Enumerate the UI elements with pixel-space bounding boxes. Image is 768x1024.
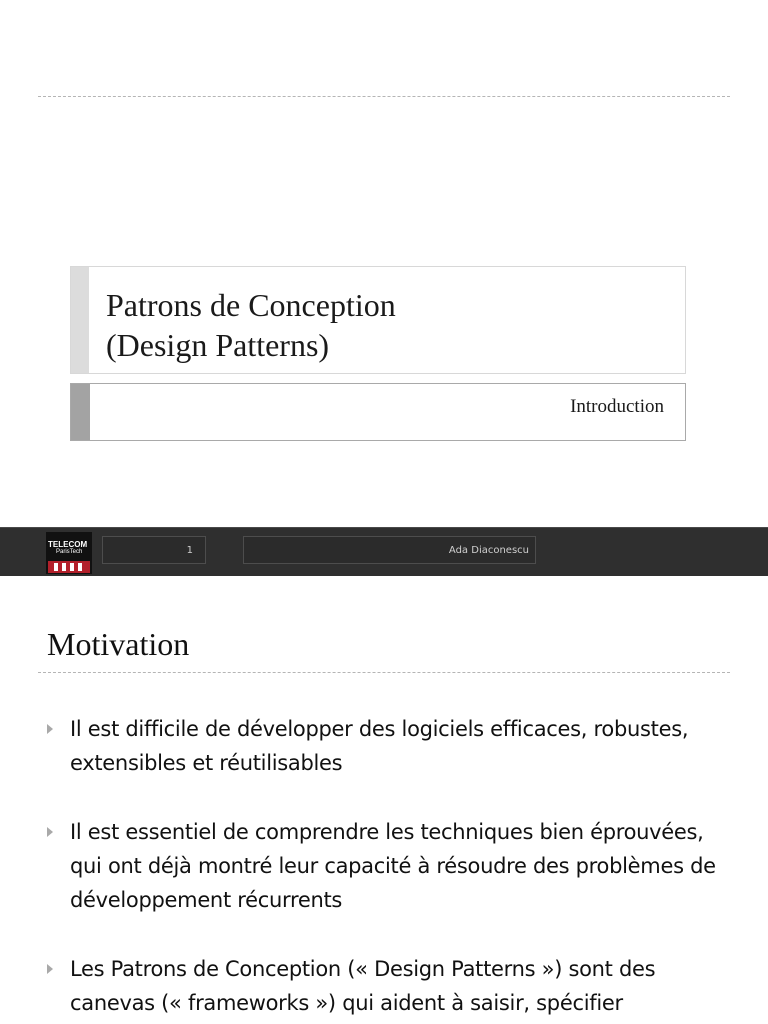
title-box [70,266,686,374]
telecom-paristech-logo [46,532,92,574]
subtitle-box [70,383,686,441]
slide-subtitle: Introduction [570,396,664,417]
bullet-arrow-icon [47,827,53,837]
bullet-item [47,952,737,1020]
bullet-list [47,712,737,1024]
logo-text-paristech: ParisTech [56,549,83,555]
slide-title-line1: Patrons de Conception [106,287,396,323]
bullet-arrow-icon [47,724,53,734]
content-slide-title: Motivation [47,626,190,662]
content-slide [0,576,768,1024]
title-divider [38,672,730,673]
logo-emblem [48,561,90,573]
slide-title-line2: (Design Patterns) [106,327,330,363]
bullet-item [47,815,737,917]
bullet-item [47,712,737,780]
slide-footer [0,527,768,576]
slide-title [106,285,396,365]
bullet-text: Les Patrons de Conception (« Design Patterns ») sont des canevas (« frameworks ») qui aident à saisir, spécifier [70,957,656,1015]
subtitle-accent-bar [71,384,90,440]
bullet-arrow-icon [47,964,53,974]
footer-page-number: 1 [102,536,206,564]
logo-text-telecom: TELECOM [48,540,88,549]
title-accent-bar [71,267,89,373]
header-divider [38,96,730,97]
bullet-text: Il est difficile de développer des logiciels efficaces, robustes, extensibles et réutilisables [70,717,689,775]
bullet-text: Il est essentiel de comprendre les techniques bien éprouvées, qui ont déjà montré leur capacité à résoudre des problèmes de développement récurrents [70,820,716,912]
footer-author: Ada Diaconescu [243,536,536,564]
